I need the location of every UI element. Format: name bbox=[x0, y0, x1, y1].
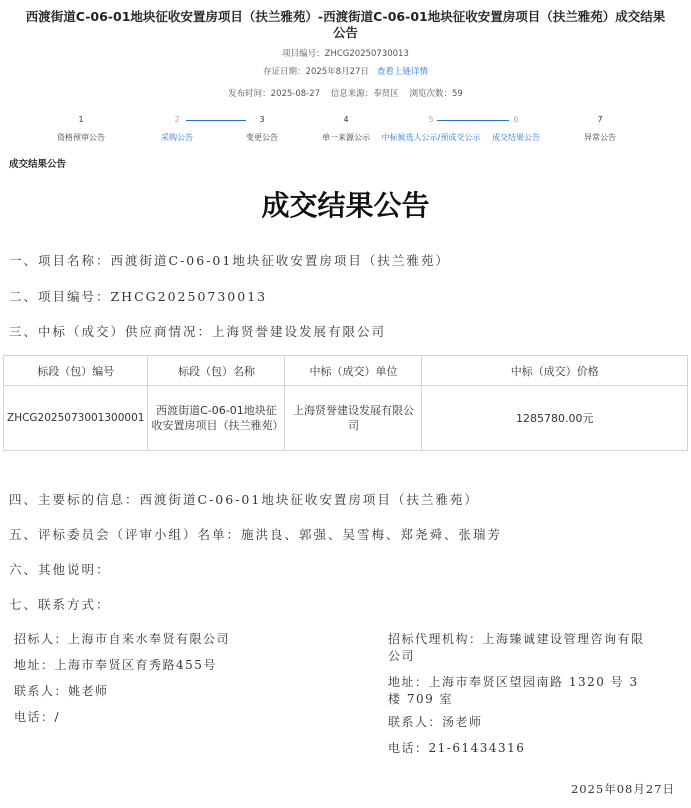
tenderer-address: 地址：上海市奉贤区育秀路455号 bbox=[14, 658, 217, 672]
section-committee: 五、评标委员会（评审小组）名单：施洪良、郭强、吴雪梅、郑尧舜、张瑞芳 bbox=[9, 527, 503, 542]
step-number: 6 bbox=[513, 115, 519, 124]
step-label: 异常公告 bbox=[584, 133, 616, 142]
step-label: 变更公告 bbox=[246, 133, 278, 142]
section-other-notes: 六、其他说明： bbox=[9, 562, 111, 577]
table-cell: 1285780.00元 bbox=[422, 386, 688, 451]
step-number: 5 bbox=[428, 115, 434, 124]
tenderer-contact-person: 联系人：姚老师 bbox=[14, 684, 109, 698]
document-title: 西渡街道C-06-01地块征收安置房项目（扶兰雅苑）-西渡街道C-06-01地块征收安置房项目（扶兰雅苑）成交结果公告 bbox=[25, 9, 666, 40]
agency-name: 招标代理机构：上海臻诚建设管理咨询有限 bbox=[388, 632, 645, 646]
publish-label: 发布时间： bbox=[228, 89, 271, 99]
step-label: 资格预审公告 bbox=[57, 133, 105, 142]
step-number: 3 bbox=[259, 115, 265, 124]
section-project-number: 二、项目编号：ZHCG20250730013 bbox=[9, 289, 268, 304]
section-project-name: 一、项目名称：西渡街道C-06-01地块征收安置房项目（扶兰雅苑） bbox=[9, 253, 450, 268]
step-label: 采购公告 bbox=[161, 133, 193, 142]
source-label: 信息来源： bbox=[330, 89, 374, 99]
section-supplier: 三、中标（成交）供应商情况：上海贤誉建设发展有限公司 bbox=[9, 324, 387, 339]
agency-contact-person: 联系人：汤老师 bbox=[388, 715, 483, 729]
page-title: 成交结果公告 bbox=[261, 189, 430, 222]
step-number: 4 bbox=[343, 115, 349, 124]
views-count: 59 bbox=[452, 89, 463, 99]
breadcrumb[interactable]: 成交结果公告 bbox=[9, 159, 67, 170]
agency-phone: 电话：21-61434316 bbox=[388, 741, 526, 755]
table-header: 中标（成交）单位 bbox=[285, 356, 422, 386]
views-label: 浏览次数： bbox=[409, 89, 453, 99]
deposit-line bbox=[0, 65, 691, 77]
project-number-line bbox=[0, 47, 691, 59]
table-header: 标段（包）名称 bbox=[148, 356, 285, 386]
step-7[interactable] bbox=[550, 114, 650, 143]
agency-address: 地址：上海市奉贤区望园南路 1320 号 3 bbox=[388, 675, 639, 689]
publish-time: 2025-08-27 bbox=[270, 89, 321, 99]
result-table bbox=[3, 355, 688, 451]
tenderer-phone: 电话：/ bbox=[14, 710, 61, 724]
project-number-label: 项目编号： bbox=[282, 49, 325, 59]
announcement-date: 2025年08月27日 bbox=[570, 782, 675, 796]
table-header: 标段（包）编号 bbox=[4, 356, 148, 386]
step-label: 成交结果公告 bbox=[492, 133, 540, 142]
table-row bbox=[4, 386, 688, 451]
table-cell: 上海贤誉建设发展有限公司 bbox=[285, 386, 422, 451]
process-steps bbox=[0, 114, 691, 164]
agency-address-cont: 楼 709 室 bbox=[388, 692, 454, 706]
table-cell: 西渡街道C-06-01地块征收安置房项目（扶兰雅苑） bbox=[148, 386, 285, 451]
section-contact: 七、联系方式： bbox=[9, 597, 111, 612]
project-number: ZHCG20250730013 bbox=[324, 49, 409, 59]
source: 奉贤区 bbox=[373, 89, 399, 99]
section-main-subject: 四、主要标的信息：西渡街道C-06-01地块征收安置房项目（扶兰雅苑） bbox=[9, 492, 479, 507]
chain-detail-link[interactable]: 查看上链详情 bbox=[376, 67, 428, 77]
step-number: 2 bbox=[174, 115, 180, 124]
step-1[interactable] bbox=[31, 114, 131, 143]
agency-name-cont: 公司 bbox=[388, 649, 416, 663]
deposit-date: 2025年8月27日 bbox=[305, 67, 369, 77]
table-header-row bbox=[4, 356, 688, 386]
table-cell: ZHCG2025073001300001 bbox=[4, 386, 148, 451]
step-label: 单一来源公示 bbox=[322, 133, 370, 142]
step-label: 中标候选人公示/预成交公示 bbox=[381, 133, 481, 142]
step-number: 7 bbox=[597, 115, 603, 124]
publish-info-line bbox=[0, 87, 691, 99]
tenderer-name: 招标人：上海市自来水奉贤有限公司 bbox=[14, 632, 231, 646]
table-header: 中标（成交）价格 bbox=[422, 356, 688, 386]
step-number: 1 bbox=[78, 115, 84, 124]
deposit-date-label: 存证日期： bbox=[263, 67, 306, 77]
